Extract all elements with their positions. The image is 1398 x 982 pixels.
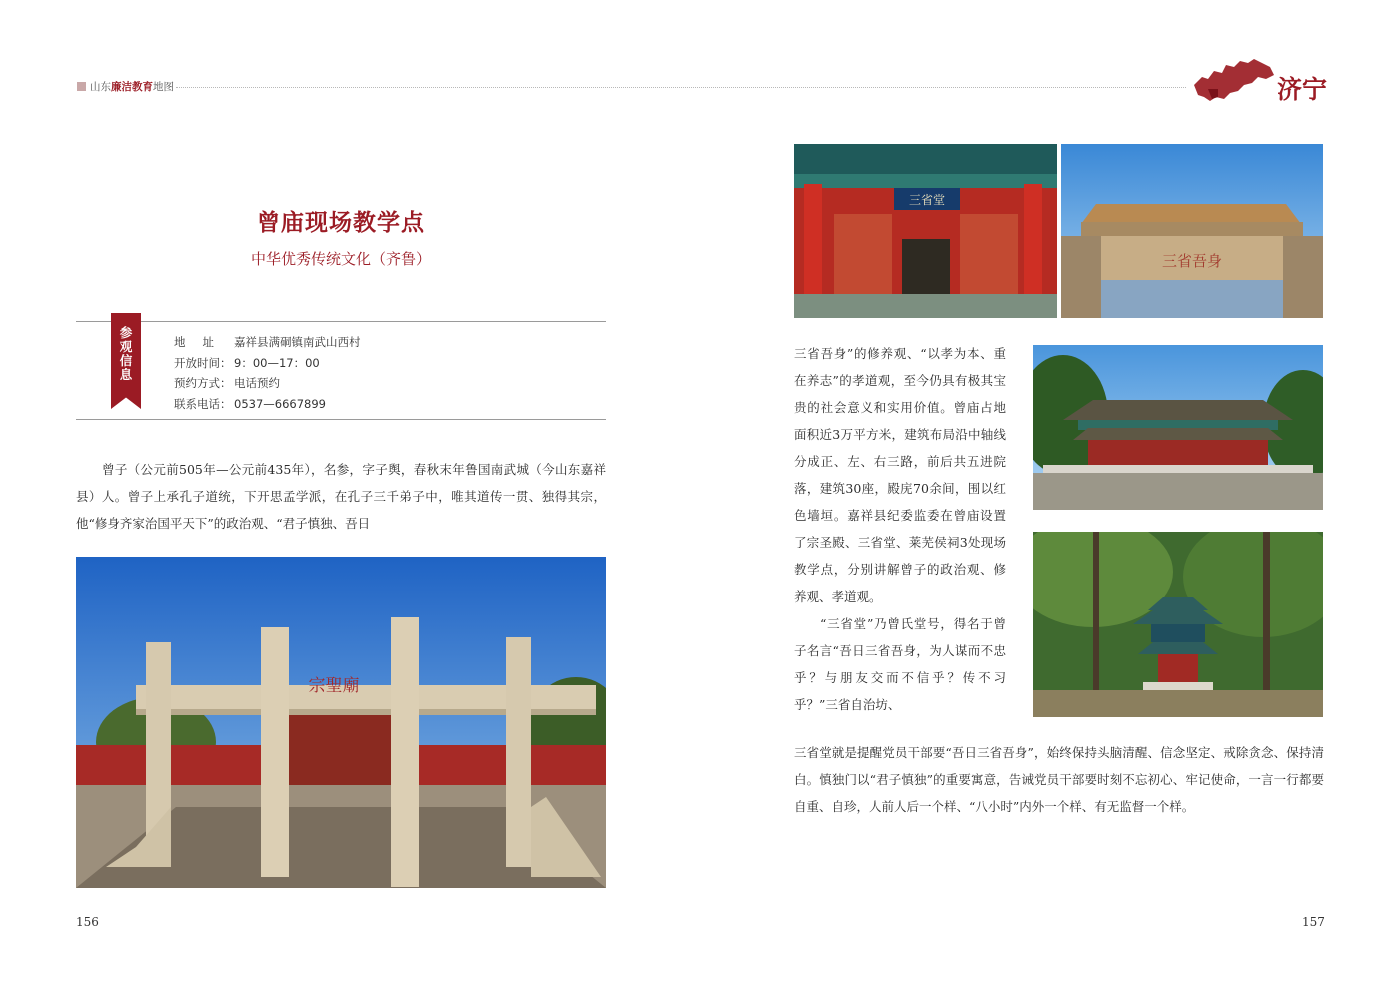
photo-main-hall [1033,345,1323,510]
photo-sanxing-hall [794,144,1057,318]
running-header [90,79,174,94]
page-number-right: 157 [1302,915,1325,929]
province-map-icon [1188,55,1278,103]
right-column-paragraph-2: “三省堂”乃曾氏堂号，得名于曾子名言“吾日三省吾身，为人谋而不忠乎？与朋友交而不信乎？传不习乎？”三省自治坊、 [794,616,1006,712]
info-rule-top [76,321,606,322]
photo-stone-gate [76,557,606,888]
arch-sign: 三省吾身 [1161,252,1223,270]
gate-sign: 宗聖廟 [308,676,360,696]
header-highlight: 廉洁教育 [111,81,153,93]
visit-info-list [174,332,361,414]
page-subtitle: 中华优秀传统文化（齐鲁） [250,250,431,268]
right-column-paragraph-1: 三省吾身”的修养观、“以孝为本、重在养志”的孝道观，至今仍具有极其宝贵的社会意义和实用价值。曾庙占地面积近3万平方米，建筑布局沿中轴线分成正、左、右三路，前后共五进院落，建筑30座，殿庑70余间，围以红色墙垣。嘉祥县纪委监委在曾庙设置了宗圣殿、三省堂、莱芜侯祠3处现场教学点，分别讲解曾子的政治观、修养观、孝道观。 [794,346,1006,604]
info-hours: 开放时间： 9：00—17：00 [174,355,320,370]
page-number-left: 156 [76,915,99,929]
info-phone: 联系电话： 0537—6667899 [174,396,326,411]
header-marker [77,82,86,91]
hall-plaque: 三省堂 [908,193,946,207]
page-title: 曾庙现场教学点 [257,209,425,236]
closing-paragraph: 三省堂就是提醒党员干部要“吾日三省吾身”，始终保持头脑清醒、信念坚定、戒除贪念、保持清白。慎独门以“君子慎独”的重要寓意，告诫党员干部要时刻不忘初心、牢记使命，一言一行都要自重、自珍，人前人后一个样、“八小时”内外一个样、有无监督一个样。 [794,745,1324,814]
header-rule [176,87,1186,88]
photo-archway [1061,144,1323,318]
photo-pavilion [1033,532,1323,717]
info-booking: 预约方式： 电话预约 [174,376,280,390]
header-suffix: 地图 [153,81,174,93]
info-address: 地址 嘉祥县满硐镇南武山西村 [174,335,361,349]
city-name: 济宁 [1277,75,1328,104]
header-prefix: 山东 [90,81,111,93]
visit-info-ribbon-label: 参 观 信 息 [119,325,133,382]
info-rule-bottom [76,419,606,420]
intro-paragraph: 曾子（公元前505年—公元前435年），名参，字子舆，春秋末年鲁国南武城（今山东嘉祥县）人。曾子上承孔子道统，下开思孟学派，在孔子三千弟子中，唯其道传一贯、独得其宗，他“修身齐家治国平天下”的政治观、“君子慎独、吾日 [76,462,606,531]
right-column-text [794,340,1006,718]
